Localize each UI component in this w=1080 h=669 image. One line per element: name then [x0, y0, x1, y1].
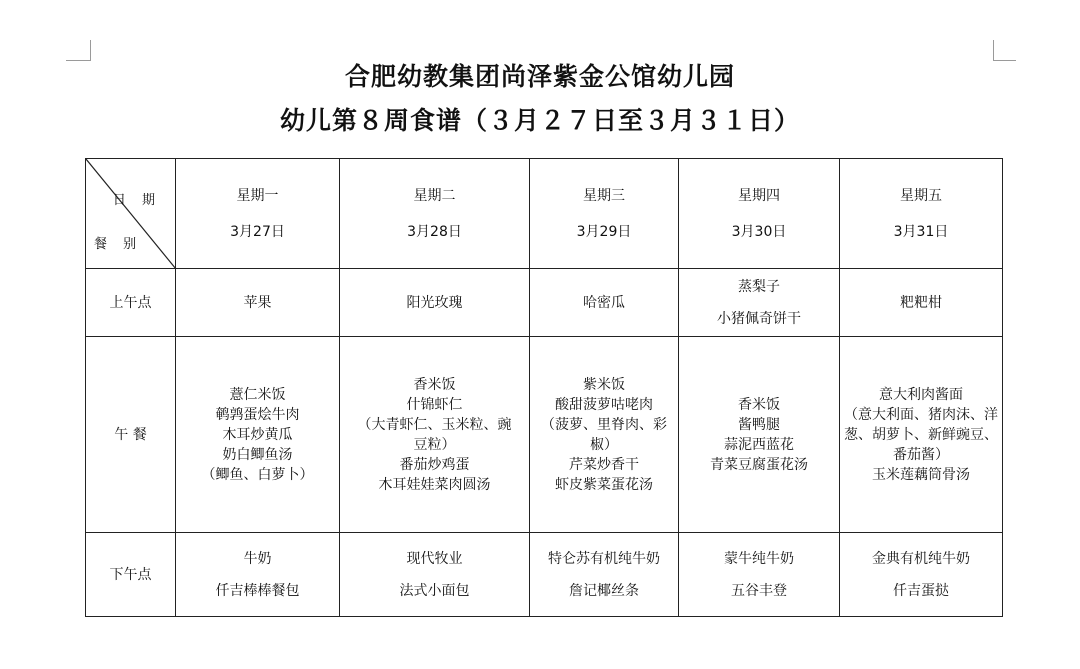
weekday-label: 星期三 [583, 187, 625, 204]
menu-item: 木耳娃娃菜肉圆汤 [378, 476, 491, 493]
day-header-thu [679, 159, 840, 269]
menu-item: 香米饭 [738, 396, 780, 413]
corner-label-meal: 餐 别 [94, 237, 143, 252]
morning-cell-wed [530, 269, 679, 337]
row-label-afternoon: 下午点 [86, 533, 176, 617]
menu-item: 木耳炒黄瓜 [222, 426, 293, 443]
menu-item: 椒） [590, 436, 618, 453]
menu-item: 薏仁米饭 [229, 386, 286, 403]
menu-item: 芹菜炒香干 [569, 456, 639, 473]
date-label: 3月30日 [731, 223, 787, 240]
morning-cell-thu [679, 269, 840, 337]
page-corner-mark-right [993, 40, 1016, 61]
afternoon-snack-row [86, 533, 1003, 617]
row-label-lunch: 午 餐 [86, 337, 176, 533]
menu-item: 青菜豆腐蛋花汤 [710, 456, 808, 473]
morning-snack-row [86, 269, 1003, 337]
morning-cell-mon [176, 269, 340, 337]
menu-item: 特仑苏有机纯牛奶 [548, 550, 660, 567]
date-label: 3月28日 [407, 223, 462, 240]
menu-item: 酱鸭腿 [738, 416, 780, 433]
header-row [86, 159, 1003, 269]
afternoon-cell-fri [840, 533, 1003, 617]
menu-title: 幼儿第８周食谱（３月２７日至３月３１日） [279, 106, 800, 135]
day-header-tue [340, 159, 530, 269]
lunch-cell-wed [530, 337, 679, 533]
date-label: 3月27日 [230, 223, 285, 240]
menu-item: （意大利面、猪肉沫、洋 [844, 406, 998, 423]
corner-header-cell [86, 159, 176, 269]
weekday-label: 星期四 [738, 187, 780, 204]
menu-item: 阳光玫瑰 [406, 294, 463, 311]
afternoon-cell-thu [679, 533, 840, 617]
row-label-morning: 上午点 [86, 269, 176, 337]
menu-item: （大青虾仁、玉米粒、豌 [357, 416, 512, 433]
menu-item: 番茄炒鸡蛋 [399, 456, 470, 473]
menu-item: 小猪佩奇饼干 [717, 310, 801, 327]
school-title: 合肥幼教集团尚泽紫金公馆幼儿园 [344, 62, 735, 91]
menu-item: 哈密瓜 [583, 294, 625, 311]
menu-item: 豆粒） [413, 436, 456, 453]
afternoon-cell-mon [176, 533, 340, 617]
afternoon-cell-wed [530, 533, 679, 617]
lunch-row [86, 337, 1003, 533]
lunch-cell-tue [340, 337, 530, 533]
menu-item: 詹记椰丝条 [569, 582, 639, 599]
weekday-label: 星期五 [900, 187, 942, 204]
menu-item: 鹌鹑蛋烩牛肉 [215, 406, 300, 423]
menu-item: 法式小面包 [399, 582, 470, 599]
corner-label-date: 日 期 [112, 193, 161, 208]
afternoon-cell-tue [340, 533, 530, 617]
menu-item: 葱、胡萝卜、新鲜豌豆、 [844, 426, 998, 443]
menu-item: 酸甜菠萝咕咾肉 [555, 396, 653, 413]
menu-item: 仟吉棒棒餐包 [215, 582, 300, 599]
menu-item: 蒙牛纯牛奶 [724, 550, 794, 567]
menu-item: 苹果 [243, 294, 272, 311]
weekly-menu-table [85, 158, 1003, 617]
menu-item: 玉米莲藕筒骨汤 [872, 466, 970, 483]
day-header-fri [840, 159, 1003, 269]
menu-item: 现代牧业 [406, 550, 463, 567]
menu-item: 蒜泥西蓝花 [724, 436, 794, 453]
menu-item: 粑粑柑 [900, 294, 942, 311]
menu-item: 紫米饭 [583, 376, 625, 393]
menu-item: （鲫鱼、白萝卜） [201, 466, 314, 483]
weekday-label: 星期二 [413, 187, 456, 204]
menu-item: （菠萝、里脊肉、彩 [541, 416, 667, 433]
lunch-cell-fri [840, 337, 1003, 533]
menu-item: 蒸梨子 [738, 278, 780, 295]
day-header-mon [176, 159, 340, 269]
page-corner-mark-left [66, 40, 91, 61]
menu-item: 什锦虾仁 [406, 396, 463, 413]
lunch-cell-thu [679, 337, 840, 533]
menu-item: 牛奶 [243, 550, 272, 567]
date-label: 3月31日 [893, 223, 949, 240]
menu-item: 番茄酱） [893, 446, 949, 463]
menu-item: 香米饭 [413, 376, 456, 393]
menu-item: 奶白鲫鱼汤 [222, 446, 293, 463]
morning-cell-fri [840, 269, 1003, 337]
date-label: 3月29日 [576, 223, 632, 240]
menu-item: 金典有机纯牛奶 [872, 550, 970, 567]
lunch-cell-mon [176, 337, 340, 533]
weekday-label: 星期一 [236, 187, 279, 204]
menu-item: 仟吉蛋挞 [893, 582, 949, 599]
morning-cell-tue [340, 269, 530, 337]
menu-item: 五谷丰登 [731, 582, 787, 599]
day-header-wed [530, 159, 679, 269]
menu-item: 意大利肉酱面 [879, 386, 963, 403]
menu-item: 虾皮紫菜蛋花汤 [555, 476, 653, 493]
